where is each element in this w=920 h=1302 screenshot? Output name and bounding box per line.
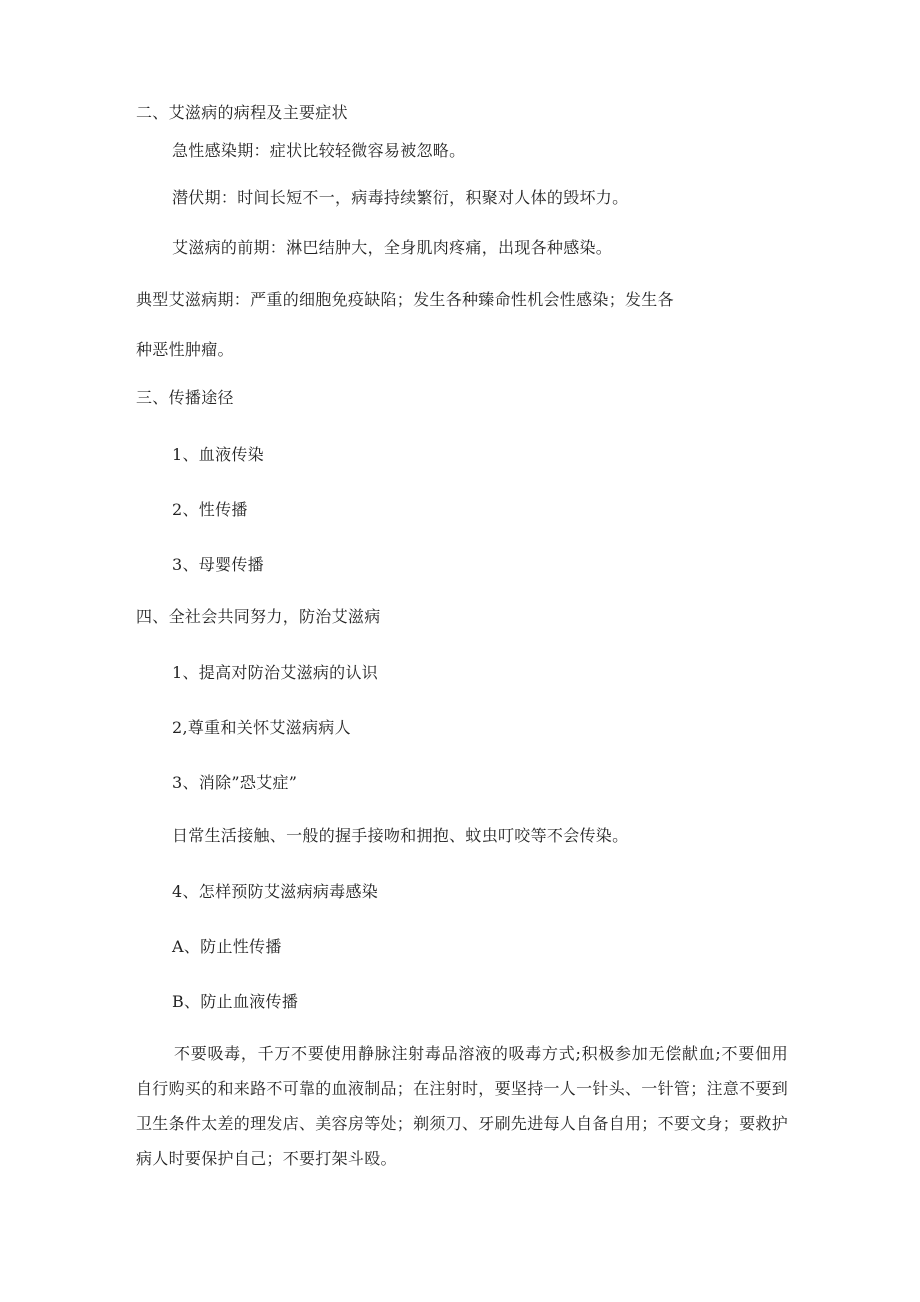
transmission-item-sexual: 2、性传播 xyxy=(172,500,248,519)
prevention-sub-b: B、防止血液传播 xyxy=(172,992,299,1011)
early-stage-text: 艾滋病的前期：淋巴结肿大，全身肌肉疼痛，出现各种感染。 xyxy=(172,238,613,257)
closing-paragraph: 不要吸毒，千万不要使用静脉注射毒品溶液的吸毒方式;积极参加无偿献血;不要佃用自行购买的和来路不可靠的血液制品；在注射时，要坚持一人一针头、一针管；注意不要到卫生条件太差的理发店、美容房等处；剃须刀、牙刷先进每人自备自用；不要文身；要救护病人时要保护自己；不要打架斗殴。 xyxy=(136,1044,789,1168)
section-4-heading: 四、全社会共同努力，防治艾滋病 xyxy=(136,607,381,626)
typical-stage-text-line1: 典型艾滋病期：严重的细胞免疫缺陷；发生各种臻命性机会性感染；发生各 xyxy=(136,290,674,309)
typical-stage-text-line2: 种恶性肿瘤。 xyxy=(136,340,234,359)
prevention-item-respect: 2,尊重和关怀艾滋病病人 xyxy=(172,718,351,737)
section-2-heading: 二、艾滋病的病程及主要症状 xyxy=(136,103,348,122)
transmission-item-blood: 1、血液传染 xyxy=(172,445,264,464)
prevention-item-fear: 3、消除”恐艾症” xyxy=(172,773,298,792)
daily-contact-text: 日常生活接触、一般的握手接吻和拥抱、蚊虫叮咬等不会传染。 xyxy=(172,826,629,845)
prevention-item-how: 4、怎样预防艾滋病病毒感染 xyxy=(172,882,379,901)
section-3-heading: 三、传播途径 xyxy=(136,388,234,407)
transmission-item-mother-child: 3、母婴传播 xyxy=(172,555,264,574)
latent-stage-text: 潜伏期：时间长短不一，病毒持续繁衍，积聚对人体的毁坏力。 xyxy=(172,188,629,207)
acute-stage-text: 急性感染期：症状比较轻微容易被忽略。 xyxy=(172,141,466,160)
prevention-item-awareness: 1、提高对防治艾滋病的认识 xyxy=(172,663,379,682)
prevention-sub-a: A、防止性传播 xyxy=(172,937,282,956)
